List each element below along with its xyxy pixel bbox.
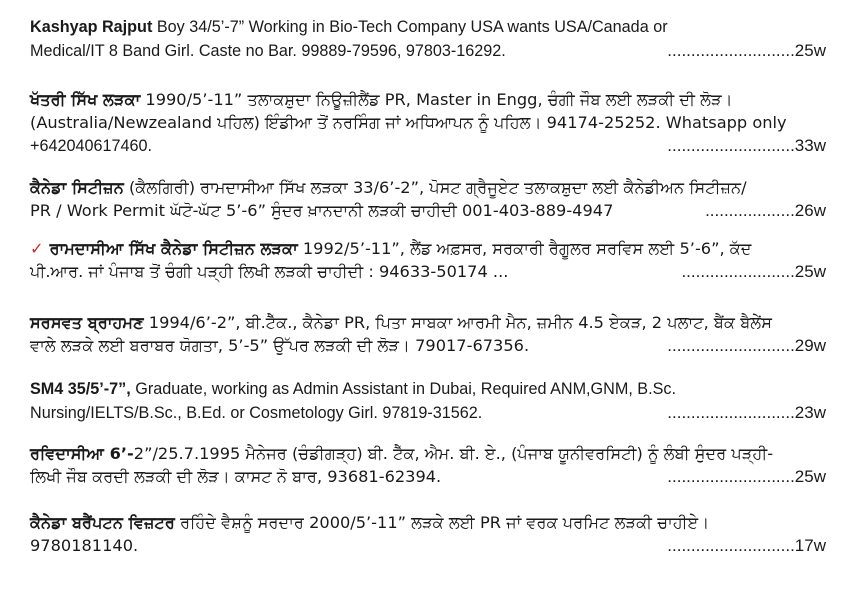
ad-line <box>30 39 826 63</box>
ad-text: (ਕੈਲਗਿਰੀ) ਰਾਮਦਾਸੀਆ ਸਿੱਖ ਲੜਕਾ 33/6’-2”, ਪੋਸਟ ਗ੍ਰੈਜੂਏਟ ਤਲਾਕਸ਼ੁਦਾ ਲਈ ਕੈਨੇਡੀਅਨ ਸਿਟੀਜ਼ਨ/ <box>123 178 747 197</box>
ad-rate: ........................25w <box>681 262 826 281</box>
ad-text: Graduate, working as Admin Assistant in Dubai, Required ANM,GNM, B.Sc. <box>130 380 676 398</box>
ad-line <box>30 401 826 425</box>
ad-line <box>30 511 826 534</box>
ad-text: PR / Work Permit ਘੱਟੋ-ਘੱਟ 5’-6” ਸੁੰਦਰ ਖ਼ਾਨਦਾਨੀ ਲੜਕੀ ਚਾਹੀਦੀ 001-403-889-4947 <box>30 201 614 220</box>
ad-line <box>30 88 826 111</box>
ad-rate: ...........................17w <box>667 536 826 555</box>
ad-text: (Australia/Newzealand ਪਹਿਲ) ਇੰਡੀਆ ਤੋਂ ਨਰਸਿੰਗ ਜਾਂ ਅਧਿਆਪਨ ਨੂੰ ਪਹਿਲ। 94174-25252. Whatsapp only <box>30 113 787 132</box>
classified-ad <box>30 442 826 488</box>
ad-line <box>30 534 826 557</box>
ad-text: Nursing/IELTS/B.Sc., B.Ed. or Cosmetology Girl. 97819-31562. <box>30 404 483 422</box>
ad-line <box>30 176 826 199</box>
ad-text: ਪੀ.ਆਰ. ਜਾਂ ਪੰਜਾਬ ਤੋਂ ਚੰਗੀ ਪੜ੍ਹੀ ਲਿਖੀ ਲੜਕੀ ਚਾਹੀਦੀ : 94633-50174 ... <box>30 262 509 281</box>
ad-rate: ...........................23w <box>667 403 826 422</box>
classified-ad <box>30 511 826 557</box>
ad-heading: ਕੈਨੇਡਾ ਬਰੈਂਪਟਨ ਵਿਜ਼ਟਰ <box>30 513 175 532</box>
classified-ad <box>30 311 826 357</box>
ad-line <box>30 199 826 222</box>
ad-heading: ਰਵਿਦਾਸੀਆ 6’- <box>30 444 134 463</box>
ad-rate: ...........................29w <box>667 336 826 355</box>
ad-heading: Kashyap Rajput <box>30 18 153 36</box>
ad-line <box>30 260 826 283</box>
ad-line <box>30 111 826 134</box>
ad-line <box>30 442 826 465</box>
ad-rate: ...................26w <box>705 201 826 220</box>
ad-text: ਵਾਲੇ ਲੜਕੇ ਲਈ ਬਰਾਬਰ ਯੋਗਤਾ, 5’-5” ਉੱਪਰ ਲੜਕੀ ਦੀ ਲੋੜ। 79017-67356. <box>30 336 530 355</box>
ad-line <box>30 237 826 260</box>
ad-text: ਰਹਿੰਦੇ ਵੈਸ਼ਨੂੰ ਸਰਦਾਰ 2000/5’-11” ਲੜਕੇ ਲਈ PR ਜਾਂ ਵਰਕ ਪਰਮਿਟ ਲੜਕੀ ਚਾਹੀਏ। <box>174 513 710 532</box>
classified-ad <box>30 176 826 222</box>
ad-text: Medical/IT 8 Band Girl. Caste no Bar. 99889-79596, 97803-16292. <box>30 42 506 60</box>
ad-text: ਲਿਖੀ ਜੌਬ ਕਰਦੀ ਲੜਕੀ ਦੀ ਲੋੜ। ਕਾਸਟ ਨੋ ਬਾਰ, 93681-62394. <box>30 467 442 486</box>
ad-line <box>30 465 826 488</box>
ad-line <box>30 334 826 357</box>
ad-line <box>30 134 826 158</box>
classified-ad <box>30 15 826 63</box>
classified-ad <box>30 237 826 283</box>
checkmark-icon: ✓ <box>30 239 44 258</box>
ad-heading: SM4 35/5’-7”, <box>30 380 131 398</box>
ad-text: 1994/6’-2”, ਬੀ.ਟੈੱਕ., ਕੈਨੇਡਾ PR, ਪਿਤਾ ਸਾਬਕਾ ਆਰਮੀ ਮੈਨ, ਜ਼ਮੀਨ 4.5 ਏਕੜ, 2 ਪਲਾਟ, ਬੈਂਕ ਬੈਲੇਂਸ <box>143 313 773 332</box>
ad-text: 9780181140. <box>30 536 139 555</box>
classified-ad <box>30 88 826 158</box>
ad-text: 1990/5’-11” ਤਲਾਕਸ਼ੁਦਾ ਨਿਊਜ਼ੀਲੈਂਡ PR, Master in Engg, ਚੰਗੀ ਜੌਬ ਲਈ ਲੜਕੀ ਦੀ ਲੋੜ। <box>140 90 733 109</box>
ad-heading: ਖੱਤਰੀ ਸਿੱਖ ਲੜਕਾ <box>30 90 141 109</box>
ad-line <box>30 15 826 39</box>
ad-rate: ...........................33w <box>667 136 826 155</box>
ad-rate: ...........................25w <box>667 41 826 60</box>
ad-line <box>30 311 826 334</box>
ad-heading: ਸਰਸਵਤ ਬ੍ਰਾਹਮਣ <box>30 313 144 332</box>
ad-text: Boy 34/5’-7” Working in Bio-Tech Company USA wants USA/Canada or <box>152 18 668 36</box>
ad-rate: ...........................25w <box>667 467 826 486</box>
ad-heading: ਕੈਨੇਡਾ ਸਿਟੀਜ਼ਨ <box>30 178 124 197</box>
ad-text: 2”/25.7.1995 ਮੈਨੇਜਰ (ਚੰਡੀਗੜ੍ਹ) ਬੀ. ਟੈੱਕ, ਐਮ. ਬੀ. ਏ., (ਪੰਜਾਬ ਯੂਨੀਵਰਸਿਟੀ) ਨੂੰ ਲੰਬੀ ਸੁੰਦਰ ਪੜ੍ਹੀ- <box>133 444 774 463</box>
classified-ad <box>30 377 826 425</box>
ad-text: 1992/5’-11”, ਲੈਂਡ ਅਫ਼ਸਰ, ਸਰਕਾਰੀ ਰੈਗੂਲਰ ਸਰਵਿਸ ਲਈ 5’-6”, ਕੱਦ <box>297 239 752 258</box>
ad-heading: ਰਾਮਦਾਸੀਆ ਸਿੱਖ ਕੈਨੇਡਾ ਸਿਟੀਜ਼ਨ ਲੜਕਾ <box>49 239 298 258</box>
ad-line <box>30 377 826 401</box>
ad-text: +642040617460. <box>30 137 152 155</box>
